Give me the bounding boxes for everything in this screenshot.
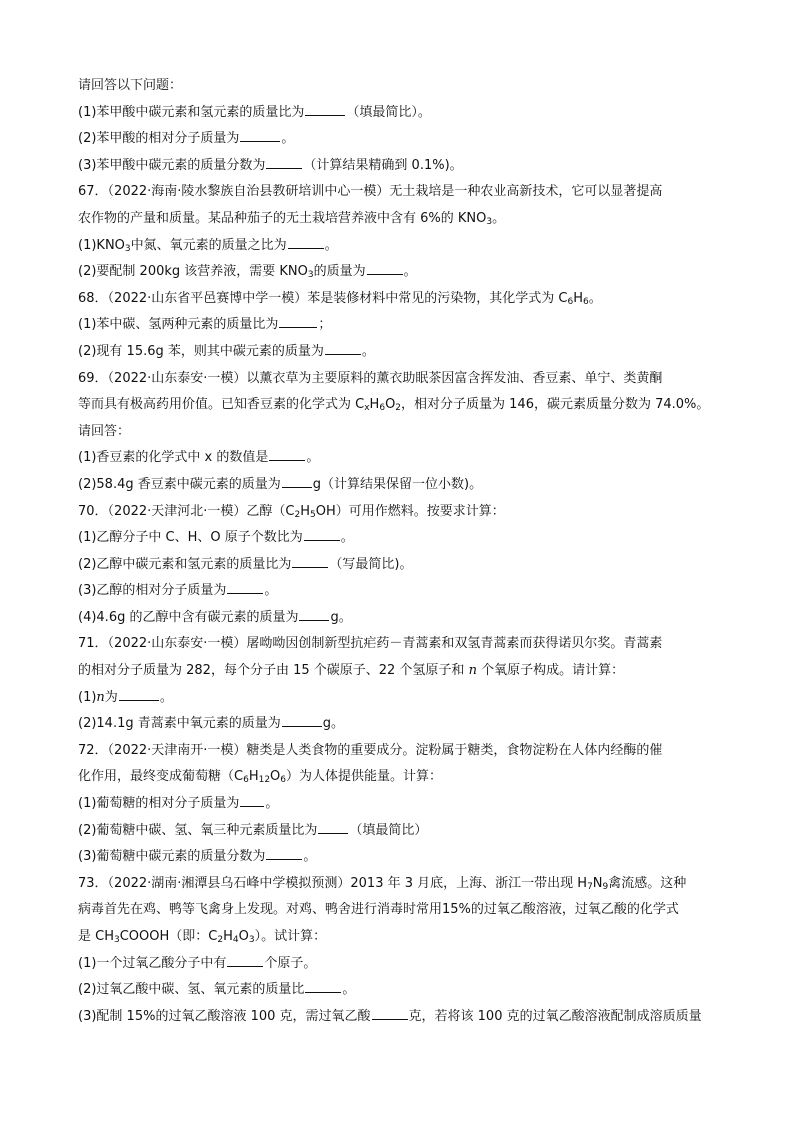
- answer-blank: [318, 818, 348, 834]
- text-run: (1)苯甲酸中碳元素和氢元素的质量比为: [78, 104, 305, 120]
- text-line: [78, 179, 728, 206]
- document-body: [78, 73, 728, 1030]
- text-run: 病毒首先在鸡、鸭等飞禽身上发现。对鸡、鸭舍进行消毒时常用15%的过氧乙酸溶液，过氧乙酸的化学式: [78, 902, 679, 918]
- subscript: 2: [395, 403, 402, 414]
- answer-blank: [227, 951, 263, 967]
- answer-blank: [227, 578, 263, 594]
- text-line: [78, 791, 728, 818]
- text-run: 是 CH: [78, 929, 114, 944]
- text-run: H: [223, 929, 233, 944]
- text-run: 个原子。: [264, 955, 317, 971]
- text-run: COOOH（即：C: [119, 929, 218, 944]
- text-line: [78, 73, 728, 100]
- text-run: 。: [340, 530, 354, 546]
- text-run: N: [592, 875, 603, 891]
- text-line: [78, 818, 728, 845]
- text-run: 。: [361, 343, 375, 359]
- answer-blank: [266, 153, 302, 169]
- answer-blank: [299, 605, 329, 621]
- text-line: [78, 951, 728, 978]
- answer-blank: [282, 472, 312, 488]
- subscript: 3: [307, 270, 314, 281]
- text-run: H: [248, 769, 259, 785]
- text-run: 的相对分子质量为 282，每个分子由 15 个碳原子、22 个氢原子和: [78, 663, 469, 679]
- text-run: 中氮、氧元素的质量之比为: [130, 237, 287, 253]
- subscript: 3: [486, 216, 493, 227]
- text-run: 个氧原子构成。请计算：: [476, 663, 625, 679]
- text-run: (1)葡萄糖的相对分子质量为: [78, 796, 240, 812]
- text-run: (3)乙醇的相对分子质量为: [78, 583, 227, 599]
- text-line: [78, 871, 728, 898]
- text-line: [78, 445, 728, 472]
- text-line: [78, 897, 728, 924]
- subscript: 9: [602, 881, 609, 892]
- subscript: 5: [309, 509, 316, 520]
- subscript: 3: [124, 243, 131, 254]
- text-run: (3)葡萄糖中碳元素的质量分数为: [78, 849, 266, 865]
- text-run: 请回答以下问题：: [78, 78, 183, 93]
- text-run: (3)苯甲酸中碳元素的质量分数为: [78, 157, 266, 173]
- text-line: [78, 764, 728, 791]
- answer-blank: [288, 233, 324, 249]
- subscript: 12: [258, 775, 271, 786]
- answer-blank: [304, 525, 340, 541]
- text-line: [78, 525, 728, 552]
- answer-blank: [292, 552, 328, 568]
- text-run: H: [369, 397, 380, 413]
- text-run: 的质量为: [313, 264, 366, 280]
- text-run: 。: [588, 290, 602, 306]
- text-run: ）为人体提供能量。计算：: [286, 769, 443, 785]
- text-run: (3)配制 15%的过氧乙酸溶液 100 克，需过氧乙酸: [78, 1008, 371, 1024]
- text-run: (2)要配制 200kg 该营养液，需要 KNO: [78, 264, 308, 280]
- text-run: (1): [78, 689, 97, 705]
- italic-variable: n: [96, 689, 105, 705]
- text-run: O: [238, 929, 249, 944]
- text-run: 。: [306, 450, 320, 466]
- text-run: 农作物的产量和质量。某品种茄子的无土栽培营养液中含有 6%的 KNO: [78, 210, 487, 226]
- subscript: 2: [217, 935, 224, 945]
- text-line: [78, 312, 728, 339]
- text-run: (2)过氧乙酸中碳、氢、氧元素的质量比: [78, 982, 305, 998]
- text-run: 化作用，最终变成葡萄糖（C: [78, 769, 244, 785]
- text-line: [78, 658, 728, 685]
- text-run: g。: [322, 716, 345, 732]
- text-run: 等而具有极高药用价值。已知香豆素的化学式为 C: [78, 397, 365, 413]
- text-run: (1)香豆素的化学式中 x 的数值是: [78, 450, 269, 466]
- text-run: g（计算结果保留一位小数)。: [312, 476, 483, 492]
- text-run: 68．（2022·山东省平邑赛博中学一模）苯是装修材料中常见的污染物，其化学式为 C: [78, 290, 568, 306]
- subscript: 3: [248, 935, 255, 945]
- text-run: (1)KNO: [78, 237, 125, 253]
- answer-blank: [119, 685, 159, 701]
- text-run: (2)现有 15.6g 苯，则其中碳元素的质量为: [78, 343, 324, 359]
- text-run: 。: [492, 210, 506, 226]
- subscript: 6: [280, 775, 287, 786]
- text-line: [78, 392, 728, 419]
- text-line: [78, 844, 728, 871]
- text-line: [78, 126, 728, 153]
- text-run: (2)58.4g 香豆素中碳元素的质量为: [78, 476, 281, 492]
- text-run: ，相对分子质量为 146，碳元素质量分数为 74.0%。: [401, 397, 710, 413]
- text-run: 。: [281, 131, 295, 147]
- text-run: 。: [324, 237, 338, 253]
- text-line: [78, 738, 728, 765]
- text-run: 72．（2022·天津南开·一模）糖类是人类食物的重要成分。淀粉属于糖类，食物淀粉在人体内经酶的催: [78, 742, 663, 758]
- text-run: 请回答：: [78, 423, 131, 439]
- text-line: [78, 286, 728, 313]
- answer-blank: [325, 339, 361, 355]
- text-line: [78, 366, 728, 393]
- text-run: (2)14.1g 青蒿素中氧元素的质量为: [78, 716, 281, 732]
- text-line: [78, 499, 728, 526]
- answer-blank: [269, 445, 305, 461]
- subscript: 6: [243, 775, 249, 786]
- answer-blank: [279, 312, 317, 328]
- text-run: 70．（2022·天津河北·一模）乙醇（C: [78, 503, 295, 519]
- italic-variable: n: [468, 663, 477, 679]
- text-run: (1)一个过氧乙酸分子中有: [78, 955, 227, 971]
- text-line: [78, 472, 728, 499]
- text-run: O: [270, 769, 281, 785]
- text-run: (2)葡萄糖中碳、氢、氧三种元素质量比为: [78, 822, 318, 838]
- text-run: （写最简比)。: [329, 556, 413, 572]
- text-run: 。: [264, 583, 278, 599]
- subscript: 6: [582, 296, 589, 307]
- text-run: 。: [303, 849, 317, 865]
- text-line: [78, 552, 728, 579]
- text-run: ；: [318, 317, 332, 333]
- subscript: 6: [567, 296, 574, 307]
- answer-blank: [372, 1004, 408, 1020]
- text-line: [78, 924, 728, 951]
- answer-blank: [282, 711, 322, 727]
- text-line: [78, 259, 728, 286]
- text-run: （填最简比）。: [346, 104, 431, 120]
- text-run: H: [300, 503, 310, 519]
- subscript: 7: [587, 881, 593, 892]
- text-run: (2)乙醇中碳元素和氢元素的质量比为: [78, 556, 292, 572]
- text-run: （填最简比）: [349, 822, 428, 838]
- text-run: 。: [159, 689, 173, 705]
- text-line: [78, 711, 728, 738]
- text-run: 。: [403, 264, 417, 280]
- subscript: 2: [294, 509, 301, 520]
- text-line: [78, 605, 728, 632]
- text-run: 69．（2022·山东泰安·一模）以薰衣草为主要原料的薰衣助眠茶因富含挥发油、香豆素、单宁、类黄酮: [78, 370, 663, 386]
- text-run: 禽流感。这种: [608, 875, 687, 891]
- answer-blank: [367, 259, 403, 275]
- answer-blank: [305, 977, 341, 993]
- text-line: [78, 339, 728, 366]
- text-line: [78, 685, 728, 712]
- answer-blank: [305, 100, 345, 116]
- answer-blank: [240, 791, 264, 807]
- answer-blank: [240, 126, 280, 142]
- text-run: OH）可用作燃料。按要求计算：: [315, 503, 505, 519]
- text-run: (1)乙醇分子中 C、H、O 原子个数比为: [78, 530, 303, 546]
- text-line: [78, 153, 728, 180]
- text-run: H: [573, 290, 583, 306]
- text-run: （计算结果精确到 0.1%)。: [303, 157, 463, 173]
- text-run: 。: [265, 796, 279, 812]
- subscript: 6: [379, 403, 386, 414]
- text-line: [78, 578, 728, 605]
- text-run: 67．（2022·海南·陵水黎族自治县教研培训中心一模）无土栽培是一种农业高新技术，它可以显著提高: [78, 184, 663, 200]
- text-run: O: [385, 397, 396, 413]
- text-run: g。: [330, 609, 352, 625]
- text-run: 71．（2022·山东泰安·一模）屠呦呦因创制新型抗疟药－青蒿素和双氢青蒿素而获得诺贝尔奖。青蒿素: [78, 636, 663, 652]
- text-line: [78, 233, 728, 260]
- text-run: 为: [104, 689, 118, 705]
- subscript: 3: [114, 935, 120, 945]
- text-run: (2)苯甲酸的相对分子质量为: [78, 131, 240, 147]
- text-line: [78, 206, 728, 233]
- text-run: 克，若将该 100 克的过氧乙酸溶液配制成溶质质量: [408, 1008, 702, 1024]
- text-line: [78, 977, 728, 1004]
- text-run: 73．（2022·湖南·湘潭县乌石峰中学模拟预测）2013 年 3 月底，上海、浙江一带出现 H: [78, 875, 588, 891]
- text-run: 。: [342, 982, 356, 998]
- text-line: [78, 631, 728, 658]
- subscript: 4: [232, 935, 239, 945]
- text-line: [78, 419, 728, 446]
- subscript: x: [364, 403, 370, 414]
- text-run: (1)苯中碳、氢两种元素的质量比为: [78, 317, 279, 333]
- text-line: [78, 100, 728, 127]
- text-run: (4)4.6g 的乙醇中含有碳元素的质量为: [78, 609, 299, 625]
- answer-blank: [266, 844, 302, 860]
- text-line: [78, 1004, 728, 1031]
- text-run: ）。试计算：: [254, 929, 327, 944]
